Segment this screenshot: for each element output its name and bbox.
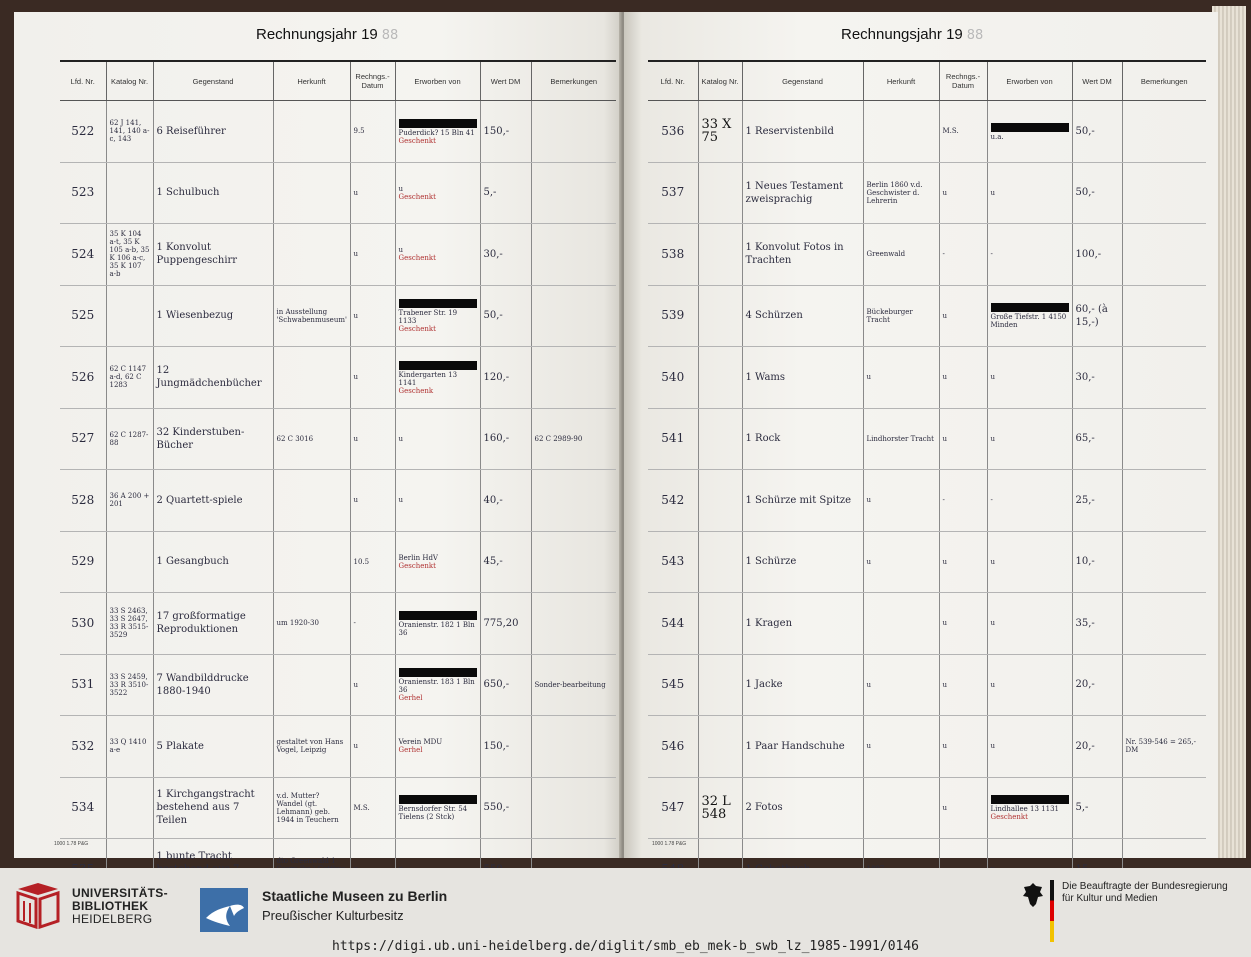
katalog-nr-cell [698, 347, 742, 409]
wert-cell: 50,- [1072, 162, 1122, 224]
redaction-bar [399, 361, 477, 370]
datum-cell: u [939, 716, 987, 778]
erworben-text: Oranienstr. 182 1 Bln 36 [398, 620, 475, 637]
erworben-text: u.a. [990, 132, 1004, 141]
redaction-bar [399, 795, 477, 804]
right-page [624, 12, 1218, 858]
gegenstand-cell: 1 Wams [742, 347, 863, 409]
ledger-row [60, 716, 616, 778]
ledger-row [648, 285, 1206, 347]
column-header: Rechngs.- Datum [350, 61, 395, 101]
herkunft-cell: Lindhorster Tracht [863, 408, 939, 470]
datum-cell: u [350, 347, 395, 409]
herkunft-cell [863, 101, 939, 163]
gegenstand-cell: 1 Wiesenbezug [153, 285, 273, 347]
herkunft-cell: in Ausstellung 'Schwabenmuseum' [273, 285, 350, 347]
erworben-cell [395, 470, 480, 532]
erworben-note: Geschenkt [398, 136, 436, 145]
bemerkungen-cell [1122, 654, 1206, 716]
column-header: Katalog Nr. [106, 61, 153, 101]
gegenstand-cell: 4 Schürzen [742, 285, 863, 347]
erworben-cell [987, 531, 1072, 593]
herkunft-cell [273, 162, 350, 224]
bemerkungen-cell [1122, 224, 1206, 286]
ledger-row [648, 593, 1206, 655]
herkunft-cell [273, 531, 350, 593]
lfd-nr-cell: 547 [648, 777, 698, 839]
column-header: Bemerkungen [1122, 61, 1206, 101]
gegenstand-cell: 32 Kinderstuben-Bücher [153, 408, 273, 470]
datum-cell: u [350, 285, 395, 347]
heidelberg-library-name: UNIVERSITÄTS- BIBLIOTHEK HEIDELBERG [72, 886, 168, 926]
wert-cell: 150,- [480, 101, 531, 163]
gegenstand-cell: 2 Quartett-spiele [153, 470, 273, 532]
gegenstand-cell: 7 Wandbilddrucke 1880-1940 [153, 654, 273, 716]
katalog-nr-cell [698, 162, 742, 224]
herkunft-cell [273, 347, 350, 409]
herkunft-cell: 62 C 3016 [273, 408, 350, 470]
datum-cell: - [939, 470, 987, 532]
redaction-bar [399, 119, 477, 128]
katalog-nr-cell [698, 470, 742, 532]
wert-cell: 30,- [1072, 347, 1122, 409]
gegenstand-cell: 2 Fotos [742, 777, 863, 839]
left-page [14, 12, 622, 866]
erworben-cell [987, 654, 1072, 716]
redaction-bar [991, 123, 1069, 132]
herkunft-cell: Greenwald [863, 224, 939, 286]
erworben-cell [987, 408, 1072, 470]
herkunft-cell: u [863, 531, 939, 593]
datum-cell: u [939, 408, 987, 470]
herkunft-cell [273, 470, 350, 532]
wert-cell: 65,- [1072, 408, 1122, 470]
erworben-text: Lindhallee 13 1131 [990, 805, 1059, 814]
bemerkungen-cell [531, 162, 616, 224]
katalog-nr-cell: 35 K 104 a-t, 35 K 105 a-b, 35 K 106 a-c, 35 K 107 a-b [106, 224, 153, 286]
bemerkungen-cell [1122, 593, 1206, 655]
print-note: 1000 1.78 P&G [652, 841, 687, 847]
wert-cell: 5,- [1072, 777, 1122, 839]
erworben-note: Geschenkt [990, 813, 1028, 822]
redaction-bar [399, 611, 477, 620]
gegenstand-cell: 5 Plakate [153, 716, 273, 778]
katalog-nr-cell: 33 Q 1410 a-e [106, 716, 153, 778]
right-page-title: Rechnungsjahr 19 88 [841, 26, 984, 43]
ledger-row [648, 408, 1206, 470]
erworben-text: Oranienstr. 183 1 Bln 36 [398, 678, 475, 695]
lfd-nr-cell: 529 [60, 531, 106, 593]
katalog-nr-cell [106, 162, 153, 224]
redaction-bar [399, 299, 477, 308]
erworben-text: u [398, 434, 404, 443]
erworben-cell [395, 531, 480, 593]
wert-cell: 50,- [1072, 101, 1122, 163]
datum-cell: M.S. [939, 101, 987, 163]
column-header: Lfd. Nr. [60, 61, 106, 101]
erworben-text: Berlin HdV [398, 553, 438, 562]
erworben-text: u [990, 373, 996, 382]
bemerkungen-cell [531, 347, 616, 409]
ledger-row [60, 531, 616, 593]
bemerkungen-cell [531, 777, 616, 839]
erworben-cell [987, 470, 1072, 532]
herkunft-cell: dto Greenwald 1 [273, 839, 350, 901]
herkunft-cell: Bückeburger Tracht [863, 285, 939, 347]
ledger-row [60, 224, 616, 286]
smb-name: Staatliche Museen zu Berlin Preußischer Kulturbesitz [262, 888, 448, 923]
lfd-nr-cell: 534 [60, 777, 106, 839]
katalog-nr-cell [698, 654, 742, 716]
erworben-cell [395, 408, 480, 470]
wert-cell: 35,- [1072, 593, 1122, 655]
herkunft-cell: u [863, 716, 939, 778]
erworben-cell [395, 285, 480, 347]
datum-cell: - [350, 593, 395, 655]
german-flag-stripe [1050, 880, 1054, 942]
bemerkungen-cell: Nr. 539-546 = 265,- DM [1122, 716, 1206, 778]
lfd-nr-cell: 525 [60, 285, 106, 347]
wert-cell: 20,- [1072, 716, 1122, 778]
katalog-nr-cell: 33 S 2459, 33 R 3510-3522 [106, 654, 153, 716]
datum-cell: u [939, 347, 987, 409]
datum-cell: u [939, 162, 987, 224]
erworben-cell [395, 101, 480, 163]
erworben-cell [987, 593, 1072, 655]
bemerkungen-cell: 62 C 2989-90 [531, 408, 616, 470]
datum-cell: u [350, 224, 395, 286]
katalog-nr-cell [698, 593, 742, 655]
datum-cell: u [939, 593, 987, 655]
erworben-text: - [990, 250, 993, 259]
erworben-text: u [398, 246, 404, 255]
bemerkungen-cell [531, 285, 616, 347]
header-row [60, 61, 616, 101]
erworben-note: Geschenkt [398, 192, 436, 201]
ledger-row [60, 347, 616, 409]
bemerkungen-cell [1122, 285, 1206, 347]
herkunft-cell: u [863, 470, 939, 532]
column-header: Erworben von [395, 61, 480, 101]
ledger-row [648, 224, 1206, 286]
wert-cell: 40,- [480, 470, 531, 532]
gegenstand-cell: 1 Reservistenbild [742, 101, 863, 163]
ledger-row [60, 285, 616, 347]
katalog-nr-cell: 33 S 2463, 33 S 2647, 33 R 3515-3529 [106, 593, 153, 655]
datum-cell: M.S. [350, 777, 395, 839]
left-page-title: Rechnungsjahr 19 88 [256, 26, 399, 43]
bemerkungen-cell [1122, 408, 1206, 470]
bemerkungen-cell [531, 531, 616, 593]
katalog-nr-cell: 33 X 75 [698, 101, 742, 163]
herkunft-cell [273, 101, 350, 163]
header-row [648, 61, 1206, 101]
erworben-text: Bernsdorfer Str. 54 Tielens (2 Stck) [398, 805, 468, 822]
bemerkungen-cell [531, 593, 616, 655]
lfd-nr-cell: 522 [60, 101, 106, 163]
gegenstand-cell: 1 Konvolut Fotos in Trachten [742, 224, 863, 286]
katalog-nr-cell: 36 A 200 + 201 [106, 470, 153, 532]
federal-eagle-icon [1022, 882, 1044, 908]
katalog-nr-cell [698, 285, 742, 347]
column-header: Gegenstand [153, 61, 273, 101]
katalog-nr-cell: 32 L 548 [698, 777, 742, 839]
wert-cell: 100,- [1072, 224, 1122, 286]
herkunft-cell [273, 224, 350, 286]
ledger-row [648, 777, 1206, 839]
wert-cell: 150,- [480, 716, 531, 778]
column-header: Gegenstand [742, 61, 863, 101]
lfd-nr-cell: 532 [60, 716, 106, 778]
gegenstand-cell: 17 großformatige Reproduktionen [153, 593, 273, 655]
lfd-nr-cell: 536 [648, 101, 698, 163]
erworben-cell [987, 285, 1072, 347]
column-header: Bemerkungen [531, 61, 616, 101]
wert-cell: 5,- [480, 162, 531, 224]
lfd-nr-cell: 527 [60, 408, 106, 470]
datum-cell: u [350, 470, 395, 532]
datum-cell: 10.5 [350, 531, 395, 593]
erworben-cell [987, 224, 1072, 286]
ledger-row [60, 777, 616, 839]
ledger-row [648, 531, 1206, 593]
gegenstand-cell: 6 Reiseführer [153, 101, 273, 163]
redaction-bar [991, 303, 1069, 312]
erworben-cell [395, 654, 480, 716]
gegenstand-cell: 12 Jungmädchenbücher [153, 347, 273, 409]
erworben-text: - [990, 496, 993, 505]
lfd-nr-cell: 523 [60, 162, 106, 224]
erworben-text: u [398, 184, 404, 193]
left-ledger-table [60, 60, 616, 901]
herkunft-cell [863, 593, 939, 655]
ledger-row [648, 716, 1206, 778]
erworben-text: Puderdick? 15 Bln 41 [398, 128, 475, 137]
katalog-nr-cell: 62 C 1287-88 [106, 408, 153, 470]
ledger-row [60, 470, 616, 532]
erworben-text: Kindergarten 13 1141 [398, 370, 458, 387]
katalog-nr-cell [106, 285, 153, 347]
erworben-cell [987, 101, 1072, 163]
ledger-row [648, 470, 1206, 532]
datum-cell: u [939, 654, 987, 716]
datum-cell: u [350, 408, 395, 470]
lfd-nr-cell: 524 [60, 224, 106, 286]
bemerkungen-cell: Sonder-bearbeitung [531, 654, 616, 716]
gegenstand-cell: 1 Neues Testament zweisprachig [742, 162, 863, 224]
datum-cell: u [939, 777, 987, 839]
katalog-nr-cell [698, 224, 742, 286]
erworben-cell [395, 593, 480, 655]
column-header: Wert DM [1072, 61, 1122, 101]
bemerkungen-cell [1122, 470, 1206, 532]
gegenstand-cell: 1 Gesangbuch [153, 531, 273, 593]
herkunft-cell: u [863, 347, 939, 409]
herkunft-cell: u [863, 654, 939, 716]
erworben-cell [395, 347, 480, 409]
katalog-nr-cell: 62 C 1147 a-d, 62 C 1283 [106, 347, 153, 409]
katalog-nr-cell [106, 777, 153, 839]
wert-cell: 775,20 [480, 593, 531, 655]
lfd-nr-cell: 530 [60, 593, 106, 655]
bkm-name: Die Beauftragte der Bundesregierung für Kultur und Medien [1062, 881, 1228, 904]
ledger-row [60, 101, 616, 163]
wert-cell: 30,- [480, 224, 531, 286]
lfd-nr-cell: 537 [648, 162, 698, 224]
erworben-text: Große Tiefstr. 1 4150 Minden [990, 313, 1067, 330]
footer-bar [0, 868, 1251, 957]
lfd-nr-cell: 543 [648, 531, 698, 593]
erworben-cell [395, 162, 480, 224]
ledger-row [648, 101, 1206, 163]
ledger-row [60, 654, 616, 716]
datum-cell: u [939, 531, 987, 593]
katalog-nr-cell [698, 408, 742, 470]
bemerkungen-cell [531, 224, 616, 286]
erworben-text: u [398, 496, 404, 505]
bemerkungen-cell [1122, 101, 1206, 163]
erworben-text: u [990, 619, 996, 628]
ledger-row [60, 593, 616, 655]
source-url[interactable]: https://digi.ub.uni-heidelberg.de/diglit/smb_eb_mek-b_swb_lz_1985-1991/0146 [332, 939, 919, 954]
gegenstand-cell: 1 Kragen [742, 593, 863, 655]
lfd-nr-cell: 545 [648, 654, 698, 716]
ledger-row [60, 408, 616, 470]
erworben-cell [395, 716, 480, 778]
herkunft-cell: gestaltet von Hans Vogel, Leipzig [273, 716, 350, 778]
lfd-nr-cell: 542 [648, 470, 698, 532]
herkunft-cell [273, 654, 350, 716]
bemerkungen-cell [531, 716, 616, 778]
book-stack-icon [14, 881, 62, 929]
datum-cell: u [939, 285, 987, 347]
erworben-cell [395, 777, 480, 839]
erworben-cell [987, 162, 1072, 224]
print-note: 1000 1.78 P&G [54, 841, 89, 847]
bemerkungen-cell [1122, 347, 1206, 409]
katalog-nr-cell [698, 531, 742, 593]
erworben-note: Geschenkt [398, 561, 436, 570]
lfd-nr-cell: 538 [648, 224, 698, 286]
gegenstand-cell: 1 Kirchgangstracht bestehend aus 7 Teilen [153, 777, 273, 839]
wert-cell: 50,- [480, 285, 531, 347]
erworben-cell [395, 224, 480, 286]
right-ledger-table [648, 60, 1206, 901]
erworben-text: Verein MDU [398, 738, 443, 747]
gegenstand-cell: 1 Rock [742, 408, 863, 470]
lfd-nr-cell: 540 [648, 347, 698, 409]
wert-cell: 120,- [480, 347, 531, 409]
redaction-bar [991, 795, 1069, 804]
column-header: Katalog Nr. [698, 61, 742, 101]
herkunft-cell: v.d. Mutter? Wandel (gt. Lehmann) geb. 1944 in Teuchern [273, 777, 350, 839]
bemerkungen-cell [1122, 777, 1206, 839]
lfd-nr-cell: 539 [648, 285, 698, 347]
katalog-nr-cell: 62 J 141, 141, 140 a-c, 143 [106, 101, 153, 163]
wert-cell: 25,- [1072, 470, 1122, 532]
katalog-nr-cell [698, 716, 742, 778]
wert-cell: 160,- [480, 408, 531, 470]
lfd-nr-cell: 526 [60, 347, 106, 409]
erworben-note: Geschenk [398, 386, 434, 395]
erworben-text: u [990, 557, 996, 566]
datum-cell: u [350, 162, 395, 224]
wert-cell: 20,- [1072, 654, 1122, 716]
erworben-note: Geschenkt [398, 325, 436, 334]
gegenstand-cell: 1 Jacke [742, 654, 863, 716]
datum-cell: - [939, 224, 987, 286]
gegenstand-cell: 1 Schulbuch [153, 162, 273, 224]
gegenstand-cell: 1 Paar Handschuhe [742, 716, 863, 778]
column-header: Rechngs.- Datum [939, 61, 987, 101]
gegenstand-cell: 1 Schürze [742, 531, 863, 593]
datum-cell: u [350, 716, 395, 778]
erworben-note: Gerhel [398, 694, 423, 703]
ledger-row [648, 654, 1206, 716]
ledger-row [648, 347, 1206, 409]
erworben-text: u [990, 434, 996, 443]
column-header: Wert DM [480, 61, 531, 101]
erworben-cell [987, 716, 1072, 778]
gegenstand-cell: 1 bunte Tracht [153, 839, 273, 901]
lfd-nr-cell: 528 [60, 470, 106, 532]
wert-cell: 650,- [480, 654, 531, 716]
katalog-nr-cell [106, 531, 153, 593]
erworben-cell [987, 347, 1072, 409]
erworben-note: Gerhel [398, 746, 423, 755]
bemerkungen-cell [531, 470, 616, 532]
erworben-text: u [990, 742, 996, 751]
lfd-nr-cell: 541 [648, 408, 698, 470]
bemerkungen-cell [531, 101, 616, 163]
lfd-nr-cell: 546 [648, 716, 698, 778]
gegenstand-cell: 1 Schürze mit Spitze [742, 470, 863, 532]
herkunft-cell [863, 777, 939, 839]
herkunft-cell: um 1920-30 [273, 593, 350, 655]
lfd-nr-cell: 531 [60, 654, 106, 716]
erworben-text: Trabener Str. 19 1133 [398, 309, 458, 326]
column-header: Herkunft [863, 61, 939, 101]
datum-cell: 9.5 [350, 101, 395, 163]
gegenstand-cell: 1 Konvolut Puppengeschirr [153, 224, 273, 286]
redaction-bar [399, 668, 477, 677]
wert-cell: 10,- [1072, 531, 1122, 593]
wert-cell: 550,- [480, 777, 531, 839]
erworben-text: u [990, 188, 996, 197]
eagle-logo-icon [200, 888, 248, 932]
datum-cell: u [350, 654, 395, 716]
erworben-cell [987, 777, 1072, 839]
ledger-row [60, 162, 616, 224]
erworben-note: Geschenkt [398, 254, 436, 263]
ledger-row [648, 162, 1206, 224]
bemerkungen-cell [1122, 162, 1206, 224]
bemerkungen-cell [1122, 531, 1206, 593]
column-header: Lfd. Nr. [648, 61, 698, 101]
column-header: Herkunft [273, 61, 350, 101]
wert-cell: 45,- [480, 531, 531, 593]
wert-cell: 60,- (à 15,-) [1072, 285, 1122, 347]
lfd-nr-cell: 544 [648, 593, 698, 655]
column-header: Erworben von [987, 61, 1072, 101]
herkunft-cell: Berlin 1860 v.d. Geschwister d. Lehrerin [863, 162, 939, 224]
erworben-text: u [990, 680, 996, 689]
